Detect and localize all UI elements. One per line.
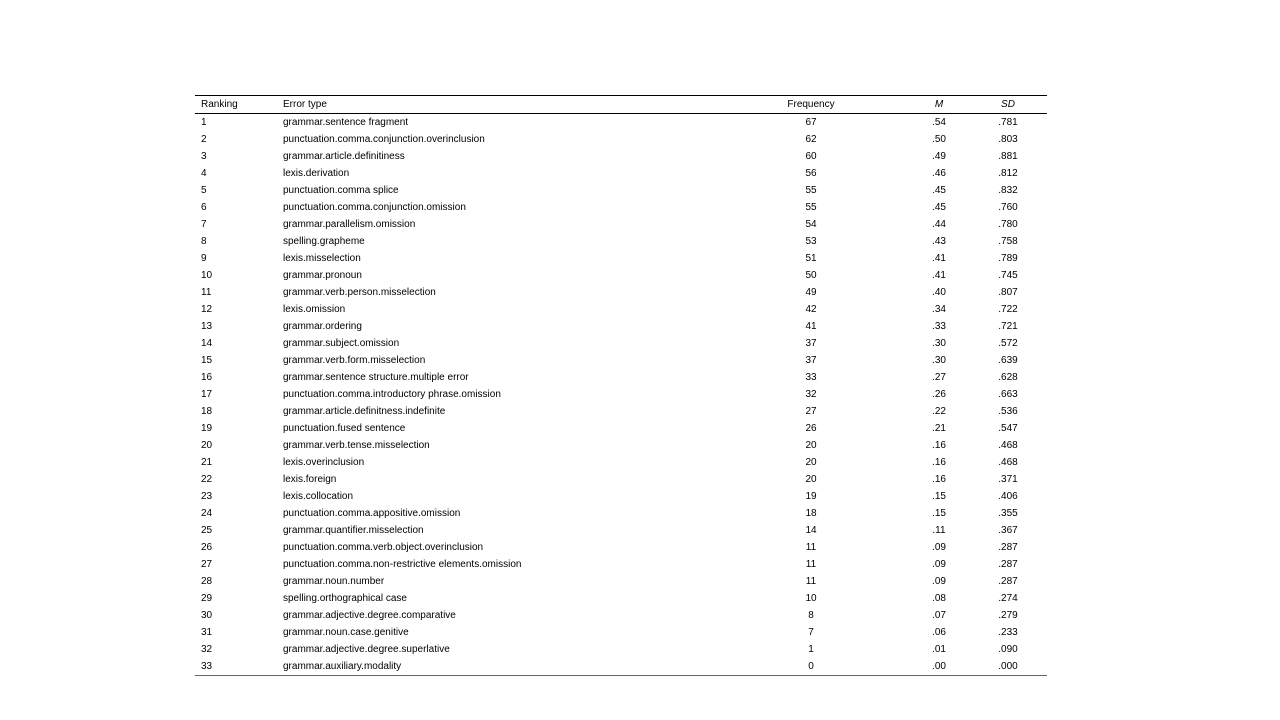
cell-mean: .41 bbox=[932, 253, 946, 264]
cell-sd: .881 bbox=[998, 151, 1018, 162]
cell-ranking: 10 bbox=[201, 270, 213, 281]
cell-error-type: grammar.subject.omission bbox=[283, 338, 400, 349]
cell-ranking: 7 bbox=[201, 219, 207, 230]
cell-ranking: 2 bbox=[201, 134, 207, 145]
cell-mean: .15 bbox=[932, 508, 946, 519]
table-row bbox=[195, 420, 1047, 437]
cell-sd: .468 bbox=[998, 457, 1018, 468]
cell-error-type: grammar.article.definitness.indefinite bbox=[283, 406, 446, 417]
cell-frequency: 18 bbox=[805, 508, 817, 519]
cell-mean: .21 bbox=[932, 423, 946, 434]
cell-mean: .30 bbox=[932, 338, 946, 349]
cell-error-type: grammar.verb.tense.misselection bbox=[283, 440, 430, 451]
cell-ranking: 25 bbox=[201, 525, 213, 536]
cell-mean: .16 bbox=[932, 474, 946, 485]
table-row bbox=[195, 131, 1047, 148]
cell-error-type: grammar.ordering bbox=[283, 321, 362, 332]
cell-sd: .812 bbox=[998, 168, 1018, 179]
cell-frequency: 37 bbox=[805, 355, 817, 366]
cell-mean: .07 bbox=[932, 610, 946, 621]
cell-frequency: 32 bbox=[805, 389, 817, 400]
cell-ranking: 3 bbox=[201, 151, 207, 162]
cell-mean: .40 bbox=[932, 287, 946, 298]
cell-frequency: 56 bbox=[805, 168, 817, 179]
cell-ranking: 20 bbox=[201, 440, 213, 451]
cell-ranking: 16 bbox=[201, 372, 213, 383]
cell-mean: .09 bbox=[932, 559, 946, 570]
table-row bbox=[195, 199, 1047, 216]
cell-sd: .547 bbox=[998, 423, 1018, 434]
cell-frequency: 10 bbox=[805, 593, 817, 604]
table-row bbox=[195, 437, 1047, 454]
cell-sd: .745 bbox=[998, 270, 1018, 281]
table-row bbox=[195, 148, 1047, 165]
cell-ranking: 15 bbox=[201, 355, 213, 366]
cell-error-type: grammar.noun.number bbox=[283, 576, 385, 587]
cell-mean: .00 bbox=[909, 658, 969, 676]
cell-frequency: 20 bbox=[805, 474, 817, 485]
cell-sd: .367 bbox=[998, 525, 1018, 536]
table-row bbox=[195, 556, 1047, 573]
cell-sd: .371 bbox=[998, 474, 1018, 485]
cell-mean: .54 bbox=[932, 117, 946, 128]
cell-ranking: 1 bbox=[201, 117, 207, 128]
cell-ranking: 30 bbox=[201, 610, 213, 621]
cell-mean: .09 bbox=[932, 542, 946, 553]
cell-error-type: punctuation.comma.verb.object.overinclusion bbox=[283, 542, 484, 553]
table-row bbox=[195, 216, 1047, 233]
cell-mean: .46 bbox=[932, 168, 946, 179]
table-row bbox=[195, 590, 1047, 607]
cell-frequency: 20 bbox=[805, 457, 817, 468]
table-row bbox=[195, 454, 1047, 471]
cell-error-type: punctuation.comma splice bbox=[283, 185, 399, 196]
cell-sd: .406 bbox=[998, 491, 1018, 502]
header-sd: SD bbox=[969, 96, 1047, 114]
cell-frequency: 42 bbox=[805, 304, 817, 315]
cell-frequency: 26 bbox=[805, 423, 817, 434]
table-row bbox=[195, 641, 1047, 658]
cell-error-type: grammar.noun.case.genitive bbox=[283, 627, 409, 638]
header-frequency: Frequency bbox=[713, 96, 909, 114]
cell-ranking: 11 bbox=[201, 287, 212, 298]
cell-sd: .287 bbox=[998, 576, 1018, 587]
cell-mean: .49 bbox=[932, 151, 946, 162]
table-row bbox=[195, 352, 1047, 369]
cell-mean: .33 bbox=[932, 321, 946, 332]
cell-sd: .832 bbox=[998, 185, 1018, 196]
cell-sd: .760 bbox=[998, 202, 1018, 213]
cell-mean: .41 bbox=[932, 270, 946, 281]
cell-sd: .274 bbox=[998, 593, 1018, 604]
cell-frequency: 14 bbox=[805, 525, 817, 536]
cell-frequency: 41 bbox=[805, 321, 817, 332]
cell-ranking: 4 bbox=[201, 168, 207, 179]
cell-sd: .781 bbox=[998, 117, 1018, 128]
cell-error-type: punctuation.comma.conjunction.omission bbox=[283, 202, 466, 213]
cell-frequency: 27 bbox=[805, 406, 817, 417]
cell-mean: .45 bbox=[932, 185, 946, 196]
cell-sd: .639 bbox=[998, 355, 1018, 366]
cell-error-type: grammar.pronoun bbox=[283, 270, 362, 281]
table-row bbox=[195, 114, 1047, 132]
cell-error-type: grammar.sentence fragment bbox=[283, 117, 409, 128]
cell-error-type: grammar.article.definitiness bbox=[283, 151, 405, 162]
cell-mean: .27 bbox=[932, 372, 946, 383]
cell-frequency: 55 bbox=[805, 202, 817, 213]
cell-frequency: 0 bbox=[713, 658, 909, 676]
cell-mean: .15 bbox=[932, 491, 946, 502]
cell-frequency: 19 bbox=[805, 491, 817, 502]
cell-frequency: 67 bbox=[805, 117, 817, 128]
table-row bbox=[195, 488, 1047, 505]
cell-mean: .30 bbox=[932, 355, 946, 366]
cell-error-type: lexis.foreign bbox=[283, 474, 337, 485]
cell-sd: .536 bbox=[998, 406, 1018, 417]
cell-mean: .44 bbox=[932, 219, 946, 230]
cell-sd: .355 bbox=[998, 508, 1018, 519]
cell-mean: .09 bbox=[932, 576, 946, 587]
cell-error-type: lexis.derivation bbox=[283, 168, 350, 179]
cell-error-type: grammar.auxiliary.modality bbox=[283, 658, 713, 676]
cell-frequency: 20 bbox=[805, 440, 817, 451]
cell-mean: .50 bbox=[932, 134, 946, 145]
cell-error-type: lexis.overinclusion bbox=[283, 457, 365, 468]
cell-sd: .758 bbox=[998, 236, 1018, 247]
table-body bbox=[195, 114, 1047, 676]
cell-error-type: grammar.parallelism.omission bbox=[283, 219, 416, 230]
cell-error-type: grammar.adjective.degree.superlative bbox=[283, 644, 450, 655]
table-row bbox=[195, 471, 1047, 488]
cell-mean: .26 bbox=[932, 389, 946, 400]
cell-ranking: 12 bbox=[201, 304, 213, 315]
cell-frequency: 7 bbox=[808, 627, 814, 638]
cell-ranking: 5 bbox=[201, 185, 207, 196]
cell-mean: .08 bbox=[932, 593, 946, 604]
table-row bbox=[195, 182, 1047, 199]
cell-mean: .06 bbox=[932, 627, 946, 638]
table-row bbox=[195, 301, 1047, 318]
cell-ranking: 17 bbox=[201, 389, 213, 400]
cell-error-type: spelling.grapheme bbox=[283, 236, 365, 247]
cell-error-type: grammar.sentence structure.multiple error bbox=[283, 372, 469, 383]
cell-ranking: 22 bbox=[201, 474, 213, 485]
table-row bbox=[195, 522, 1047, 539]
header-mean: M bbox=[909, 96, 969, 114]
cell-sd: .279 bbox=[998, 610, 1018, 621]
cell-error-type: punctuation.fused sentence bbox=[283, 423, 406, 434]
cell-sd: .090 bbox=[998, 644, 1018, 655]
error-frequency-table-container bbox=[195, 95, 1041, 676]
table-row bbox=[195, 403, 1047, 420]
cell-frequency: 11 bbox=[805, 559, 817, 570]
table-row bbox=[195, 165, 1047, 182]
cell-mean: .11 bbox=[932, 525, 946, 536]
cell-sd: .663 bbox=[998, 389, 1018, 400]
cell-sd: .468 bbox=[998, 440, 1018, 451]
cell-sd: .780 bbox=[998, 219, 1018, 230]
cell-sd: .287 bbox=[998, 542, 1018, 553]
cell-error-type: punctuation.comma.appositive.omission bbox=[283, 508, 461, 519]
table-row bbox=[195, 267, 1047, 284]
cell-error-type: punctuation.comma.introductory phrase.omission bbox=[283, 389, 501, 400]
cell-frequency: 60 bbox=[805, 151, 817, 162]
cell-frequency: 55 bbox=[805, 185, 817, 196]
cell-frequency: 33 bbox=[805, 372, 817, 383]
cell-error-type: grammar.verb.form.misselection bbox=[283, 355, 426, 366]
cell-ranking: 33 bbox=[195, 658, 283, 676]
cell-ranking: 6 bbox=[201, 202, 207, 213]
cell-sd: .722 bbox=[998, 304, 1018, 315]
cell-ranking: 24 bbox=[201, 508, 213, 519]
cell-mean: .43 bbox=[932, 236, 946, 247]
cell-sd: .000 bbox=[969, 658, 1047, 676]
table-row bbox=[195, 624, 1047, 641]
table-row bbox=[195, 233, 1047, 250]
cell-ranking: 28 bbox=[201, 576, 213, 587]
cell-sd: .572 bbox=[998, 338, 1018, 349]
error-frequency-table bbox=[195, 95, 1047, 676]
cell-frequency: 1 bbox=[808, 644, 814, 655]
table-row bbox=[195, 318, 1047, 335]
cell-sd: .807 bbox=[998, 287, 1018, 298]
table-row bbox=[195, 369, 1047, 386]
cell-ranking: 31 bbox=[201, 627, 213, 638]
cell-ranking: 14 bbox=[201, 338, 213, 349]
cell-sd: .233 bbox=[998, 627, 1018, 638]
table-row bbox=[195, 607, 1047, 624]
cell-ranking: 9 bbox=[201, 253, 207, 264]
header-error-type: Error type bbox=[283, 96, 713, 114]
cell-error-type: lexis.omission bbox=[283, 304, 346, 315]
cell-error-type: spelling.orthographical case bbox=[283, 593, 407, 604]
cell-error-type: grammar.verb.person.misselection bbox=[283, 287, 436, 298]
cell-frequency: 37 bbox=[805, 338, 817, 349]
cell-error-type: lexis.misselection bbox=[283, 253, 361, 264]
cell-mean: .45 bbox=[932, 202, 946, 213]
cell-frequency: 53 bbox=[805, 236, 817, 247]
cell-frequency: 54 bbox=[805, 219, 817, 230]
cell-ranking: 19 bbox=[201, 423, 213, 434]
cell-frequency: 51 bbox=[805, 253, 817, 264]
cell-mean: .22 bbox=[932, 406, 946, 417]
cell-sd: .721 bbox=[998, 321, 1018, 332]
cell-ranking: 8 bbox=[201, 236, 207, 247]
cell-mean: .34 bbox=[932, 304, 946, 315]
table-row bbox=[195, 505, 1047, 522]
cell-error-type: grammar.adjective.degree.comparative bbox=[283, 610, 456, 621]
cell-sd: .803 bbox=[998, 134, 1018, 145]
cell-ranking: 26 bbox=[201, 542, 213, 553]
table-row bbox=[195, 539, 1047, 556]
cell-sd: .287 bbox=[998, 559, 1018, 570]
cell-mean: .16 bbox=[932, 457, 946, 468]
cell-frequency: 11 bbox=[805, 542, 817, 553]
table-row bbox=[195, 573, 1047, 590]
cell-ranking: 27 bbox=[201, 559, 213, 570]
cell-mean: .16 bbox=[932, 440, 946, 451]
table-header-row bbox=[195, 96, 1047, 114]
cell-ranking: 21 bbox=[201, 457, 213, 468]
cell-mean: .01 bbox=[932, 644, 946, 655]
cell-frequency: 8 bbox=[808, 610, 814, 621]
table-row bbox=[195, 386, 1047, 403]
cell-error-type: punctuation.comma.non-restrictive elements.omission bbox=[283, 559, 522, 570]
cell-ranking: 18 bbox=[201, 406, 213, 417]
cell-error-type: punctuation.comma.conjunction.overinclusion bbox=[283, 134, 485, 145]
cell-ranking: 23 bbox=[201, 491, 213, 502]
cell-ranking: 29 bbox=[201, 593, 213, 604]
table-row bbox=[195, 250, 1047, 267]
cell-sd: .789 bbox=[998, 253, 1018, 264]
cell-frequency: 50 bbox=[805, 270, 817, 281]
cell-frequency: 11 bbox=[805, 576, 817, 587]
table-row bbox=[195, 335, 1047, 352]
table-row bbox=[195, 284, 1047, 301]
cell-error-type: grammar.quantifier.misselection bbox=[283, 525, 424, 536]
cell-ranking: 32 bbox=[201, 644, 213, 655]
cell-ranking: 13 bbox=[201, 321, 213, 332]
header-ranking: Ranking bbox=[195, 96, 283, 114]
table-row bbox=[195, 658, 1047, 676]
cell-frequency: 49 bbox=[805, 287, 817, 298]
cell-sd: .628 bbox=[998, 372, 1018, 383]
cell-error-type: lexis.collocation bbox=[283, 491, 354, 502]
cell-frequency: 62 bbox=[805, 134, 817, 145]
